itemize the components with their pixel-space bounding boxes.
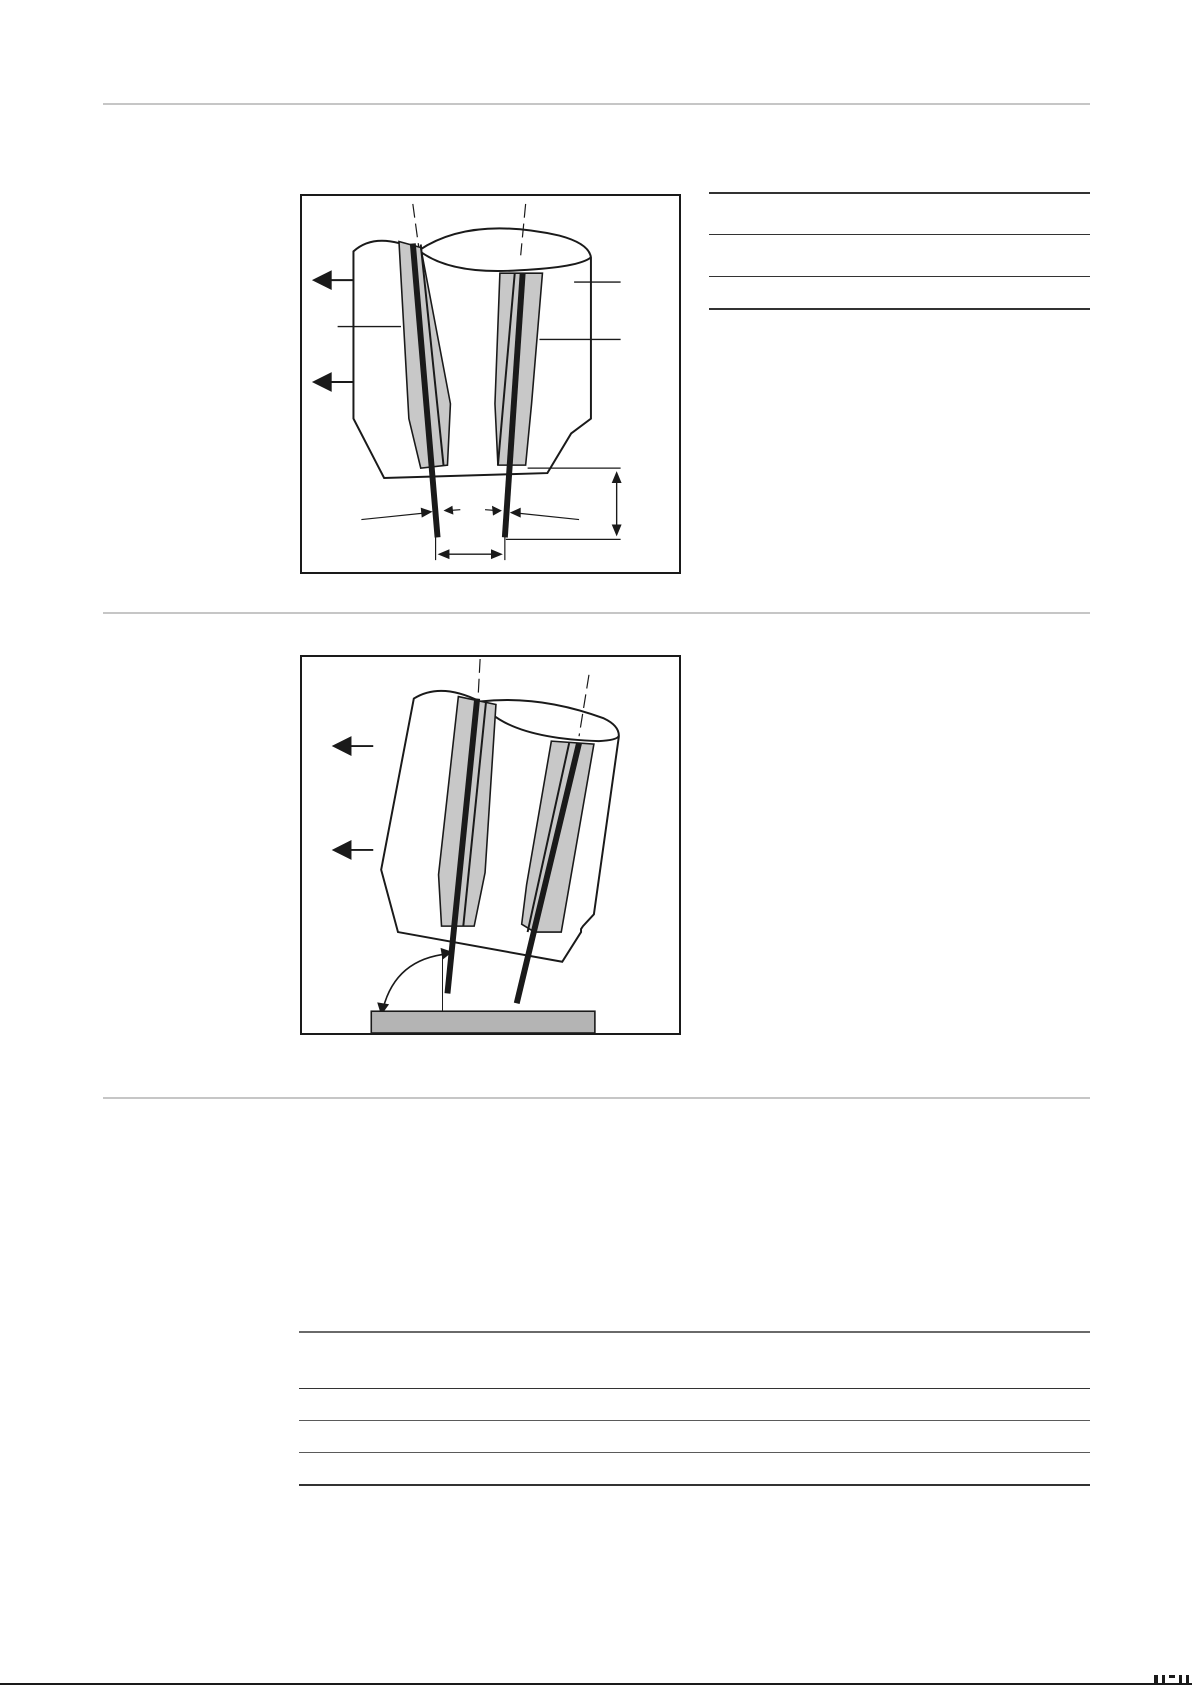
legend-table-row-line <box>709 276 1090 277</box>
bottom-table-header-line <box>299 1388 1090 1389</box>
bottom-table-row-line <box>299 1420 1090 1421</box>
figure-twin-torch-spacing <box>300 194 681 574</box>
section-rule-middle <box>103 612 1090 614</box>
legend-table-top-line <box>709 192 1090 194</box>
footer-logo-fragment <box>1152 1673 1192 1685</box>
section-rule-lower <box>103 1097 1090 1099</box>
bottom-table-bottom-line <box>299 1484 1090 1486</box>
section-rule-top <box>103 103 1090 105</box>
figure-twin-torch-angle-drawing <box>302 657 679 1033</box>
figure-twin-torch-angle <box>300 655 681 1035</box>
figure-twin-torch-spacing-drawing <box>302 196 679 572</box>
bottom-table-row-line <box>299 1452 1090 1453</box>
legend-table-row-line <box>709 234 1090 235</box>
bottom-table-top-line <box>299 1331 1090 1333</box>
legend-table-bottom-line <box>709 308 1090 310</box>
